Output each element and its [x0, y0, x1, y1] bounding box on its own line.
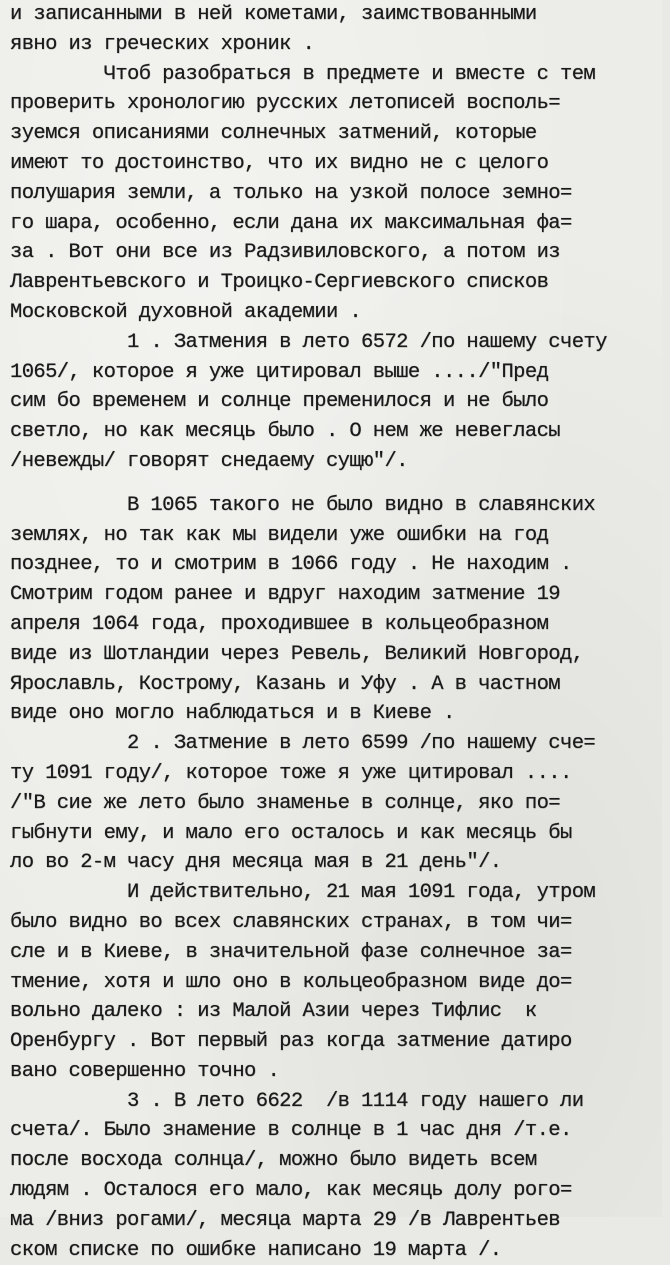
- text-line: проверить хронологию русских летописей восполь=: [10, 92, 560, 116]
- text-line: зуемся описаниями солнечных затмений, которые: [10, 122, 537, 146]
- text-line: полушария земли, а только на узкой полосе земно=: [10, 181, 572, 205]
- text-line: и записанными в ней кометами, заимствованными: [10, 3, 537, 26]
- text-line: счета/. Было знамение в солнце в 1 час дня /т.е.: [10, 1119, 572, 1143]
- paragraph-gap: [10, 477, 670, 491]
- text-line: Ярославль, Кострому, Казань и Уфу . А в частном: [10, 672, 560, 696]
- text-line: ту 1091 году/, которое тоже я уже цитировал ....: [10, 761, 572, 785]
- text-line: сим бо временем и солнце пременилося и не было: [10, 390, 549, 414]
- page-text: [10, 0, 670, 1265]
- text-line: гыбнути ему, и мало его осталось и как месяць бы: [10, 821, 572, 845]
- text-line: апреля 1064 года, проходившее в кольцеобразном: [10, 612, 549, 636]
- text-line: В 1065 такого не было видно в славянских: [10, 493, 596, 517]
- text-line: виде из Шотландии через Ревель, Великий Новгород,: [10, 642, 584, 666]
- text-line: людям . Осталося его мало, как месяць долу рого=: [10, 1179, 572, 1203]
- text-line: 1065/, которое я уже цитировал выше ..../"Пред: [10, 360, 549, 384]
- text-line: было видно во всех славянских странах, в том чи=: [10, 910, 572, 934]
- text-line: Лаврентьевского и Троицко-Сергиевского списков: [10, 271, 549, 295]
- text-line: имеют то достоинство, что их видно не с целого: [10, 151, 549, 175]
- text-line: вольно далеко : из Малой Азии через Тифлис к: [10, 1000, 537, 1024]
- text-line: светло, но как месяць было . О нем же невегласы: [10, 420, 560, 444]
- text-line: /невежды/ говорят снедаему сущю"/.: [10, 449, 408, 473]
- text-line: Оренбургу . Вот первый раз когда затмение датиро: [10, 1030, 572, 1054]
- text-line: за . Вот они все из Радзивиловского, а потом из: [10, 241, 560, 265]
- text-line: И действительно, 21 мая 1091 года, утром: [10, 881, 596, 905]
- text-line: 2 . Затмение в лето 6599 /по нашему сче=: [10, 732, 596, 756]
- text-line: /"В сие же лето было знаменье в солнце, яко по=: [10, 791, 560, 815]
- text-line: виде оно могло наблюдаться и в Киеве .: [10, 702, 455, 726]
- text-line: после восхода солнца/, можно было видеть всем: [10, 1149, 537, 1173]
- text-line: тмение, хотя и шло оно в кольцеобразном виде до=: [10, 970, 572, 994]
- text-line: Московской духовной академии .: [10, 300, 362, 324]
- text-line: сле и в Киеве, в значительной фазе солнечное за=: [10, 940, 572, 964]
- text-line: вано совершенно точно .: [10, 1059, 280, 1083]
- text-line: 3 . В лето 6622 /в 1114 году нашего ли: [10, 1089, 584, 1113]
- text-line: позднее, то и смотрим в 1066 году . Не находим .: [10, 553, 572, 577]
- text-line: Смотрим годом ранее и вдруг находим затмение 19: [10, 583, 560, 607]
- text-line: ло во 2-м часу дня месяца мая в 21 день"/.: [10, 851, 502, 875]
- text-line: землях, но так как мы видели уже ошибки на год: [10, 523, 549, 547]
- text-line: ма /вниз рогами/, месяца марта 29 /в Лаврентьев: [10, 1208, 560, 1232]
- text-line: явно из греческих хроник .: [10, 32, 315, 56]
- text-line: ском списке по ошибке написано 19 марта /.: [10, 1238, 502, 1262]
- text-line: Чтоб разобраться в предмете и вместе с тем: [10, 62, 596, 86]
- text-line: го шара, особенно, если дана их максимальная фа=: [10, 211, 572, 235]
- text-line: 1 . Затмения в лето 6572 /по нашему счету: [10, 330, 607, 354]
